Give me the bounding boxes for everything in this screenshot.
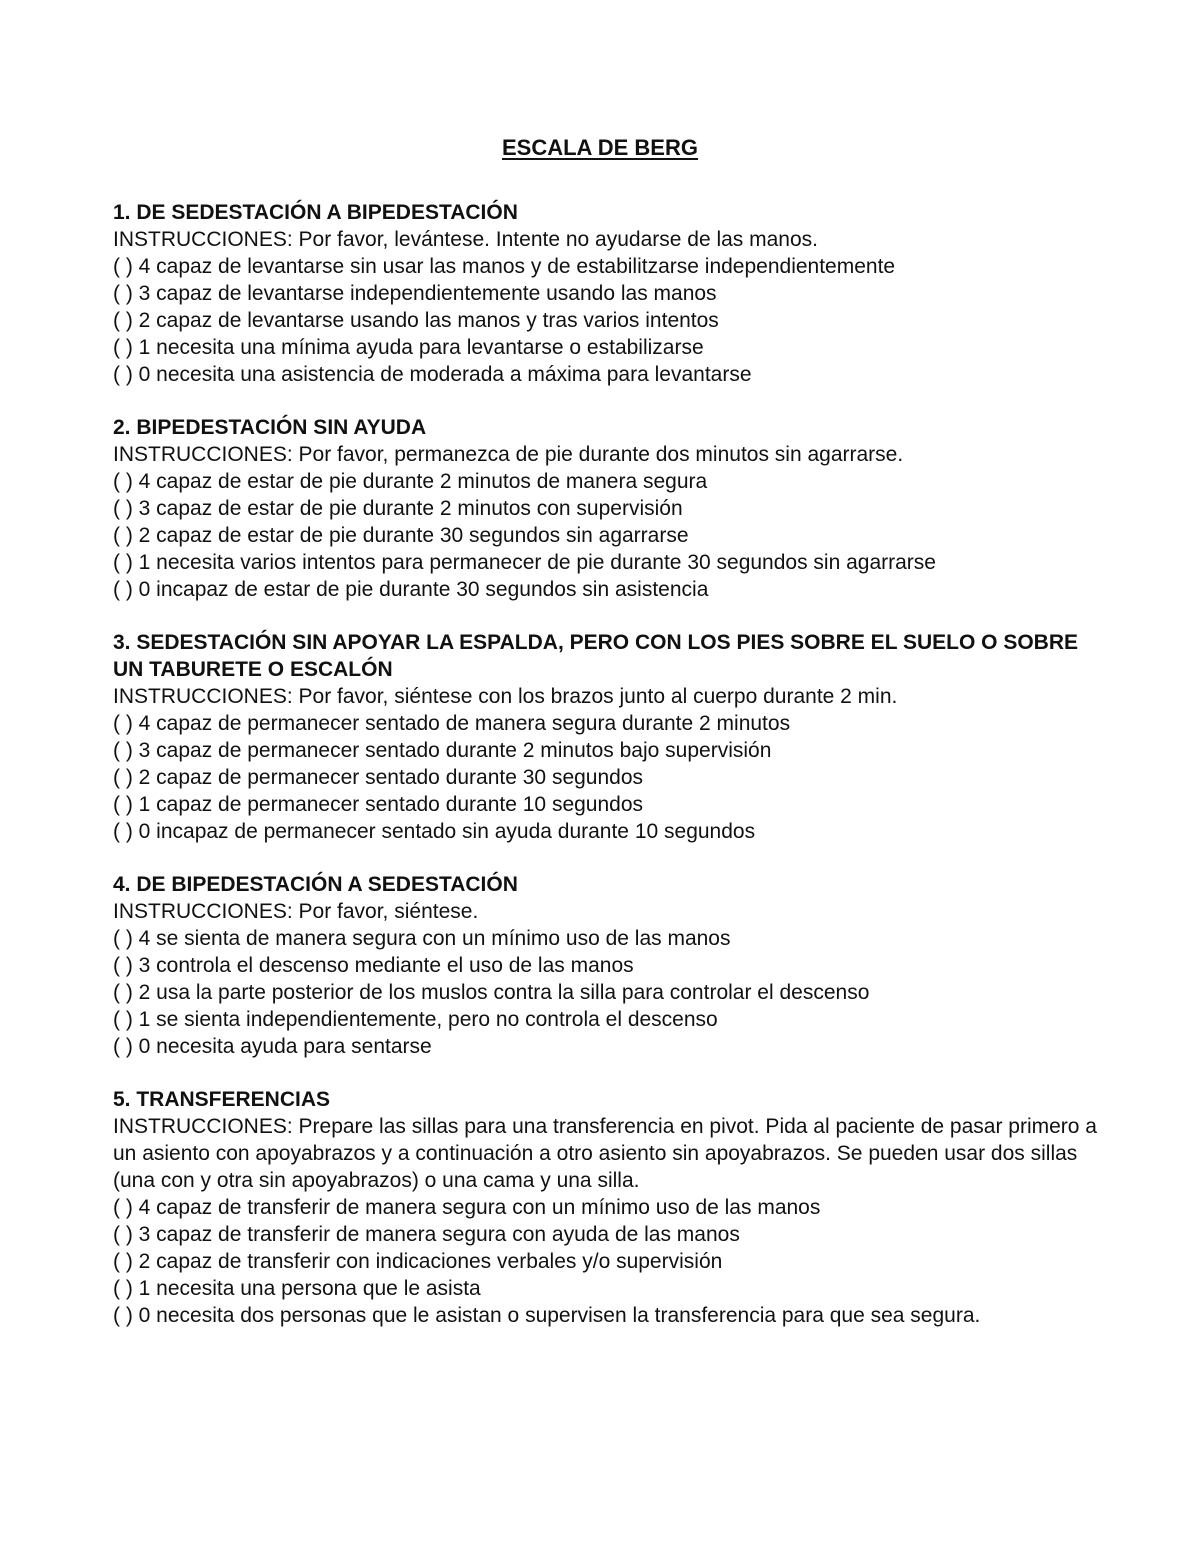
score-option-0: ( ) 0 necesita una asistencia de moderada a máxima para levantarse — [113, 363, 752, 386]
score-option-2: ( ) 2 capaz de transferir con indicaciones verbales y/o supervisión — [113, 1250, 723, 1273]
score-option-4: ( ) 4 capaz de levantarse sin usar las manos y de estabilitzarse independientemente — [113, 255, 896, 278]
section-3 — [113, 629, 1103, 845]
score-option-3: ( ) 3 capaz de levantarse independientemente usando las manos — [113, 282, 717, 305]
score-option-0: ( ) 0 incapaz de permanecer sentado sin ayuda durante 10 segundos — [113, 820, 756, 843]
score-option-0: ( ) 0 necesita dos personas que le asistan o supervisen la transferencia para que sea segura. — [113, 1304, 981, 1327]
score-option-1: ( ) 1 se sienta independientemente, pero no controla el descenso — [113, 1008, 718, 1031]
score-option-1: ( ) 1 necesita una mínima ayuda para levantarse o estabilizarse — [113, 336, 704, 359]
score-option-2: ( ) 2 capaz de permanecer sentado durante 30 segundos — [113, 766, 644, 789]
section-heading: 1. DE SEDESTACIÓN A BIPEDESTACIÓN — [113, 201, 518, 224]
score-option-3: ( ) 3 controla el descenso mediante el uso de las manos — [113, 954, 634, 977]
section-2 — [113, 414, 1103, 603]
score-option-4: ( ) 4 capaz de estar de pie durante 2 minutos de manera segura — [113, 470, 708, 493]
section-4 — [113, 871, 1103, 1060]
score-option-3: ( ) 3 capaz de transferir de manera segura con ayuda de las manos — [113, 1223, 740, 1246]
score-option-0: ( ) 0 incapaz de estar de pie durante 30 segundos sin asistencia — [113, 578, 709, 601]
section-instructions: INSTRUCCIONES: Por favor, siéntese. — [113, 900, 479, 923]
section-heading: 4. DE BIPEDESTACIÓN A SEDESTACIÓN — [113, 873, 518, 896]
score-option-4: ( ) 4 capaz de transferir de manera segura con un mínimo uso de las manos — [113, 1196, 821, 1219]
section-5 — [113, 1086, 1103, 1329]
document-title — [0, 134, 1200, 161]
score-option-3: ( ) 3 capaz de estar de pie durante 2 minutos con supervisión — [113, 497, 683, 520]
score-option-1: ( ) 1 capaz de permanecer sentado durante 10 segundos — [113, 793, 644, 816]
score-option-4: ( ) 4 capaz de permanecer sentado de manera segura durante 2 minutos — [113, 712, 791, 735]
score-option-3: ( ) 3 capaz de permanecer sentado durante 2 minutos bajo supervisión — [113, 739, 772, 762]
score-option-2: ( ) 2 capaz de levantarse usando las manos y tras varios intentos — [113, 309, 719, 332]
section-heading: 3. SEDESTACIÓN SIN APOYAR LA ESPALDA, PERO CON LOS PIES SOBRE EL SUELO O SOBRE UN TABURETE O ESCALÓN — [113, 631, 1078, 681]
section-instructions: INSTRUCCIONES: Por favor, levántese. Intente no ayudarse de las manos. — [113, 228, 818, 251]
section-1 — [113, 199, 1103, 388]
section-instructions: INSTRUCCIONES: Por favor, siéntese con los brazos junto al cuerpo durante 2 min. — [113, 685, 898, 708]
score-option-0: ( ) 0 necesita ayuda para sentarse — [113, 1035, 432, 1058]
section-instructions: INSTRUCCIONES: Por favor, permanezca de pie durante dos minutos sin agarrarse. — [113, 443, 904, 466]
section-heading: 5. TRANSFERENCIAS — [113, 1088, 331, 1111]
score-option-2: ( ) 2 usa la parte posterior de los muslos contra la silla para controlar el descenso — [113, 981, 870, 1004]
score-option-2: ( ) 2 capaz de estar de pie durante 30 segundos sin agarrarse — [113, 524, 689, 547]
document-title-text: ESCALA DE BERG — [502, 135, 698, 160]
score-option-4: ( ) 4 se sienta de manera segura con un mínimo uso de las manos — [113, 927, 731, 950]
section-heading: 2. BIPEDESTACIÓN SIN AYUDA — [113, 416, 427, 439]
section-instructions: INSTRUCCIONES: Prepare las sillas para una transferencia en pivot. Pida al paciente de pasar primero a un asiento con apoyabrazos y a continuación a otro asiento sin apoyabrazos. Se pueden usar dos sillas (una con y otra sin apoyabrazos) o una cama y una silla. — [113, 1115, 1097, 1192]
document-body — [113, 199, 1103, 1355]
score-option-1: ( ) 1 necesita una persona que le asista — [113, 1277, 481, 1300]
score-option-1: ( ) 1 necesita varios intentos para permanecer de pie durante 30 segundos sin agarrarse — [113, 551, 936, 574]
